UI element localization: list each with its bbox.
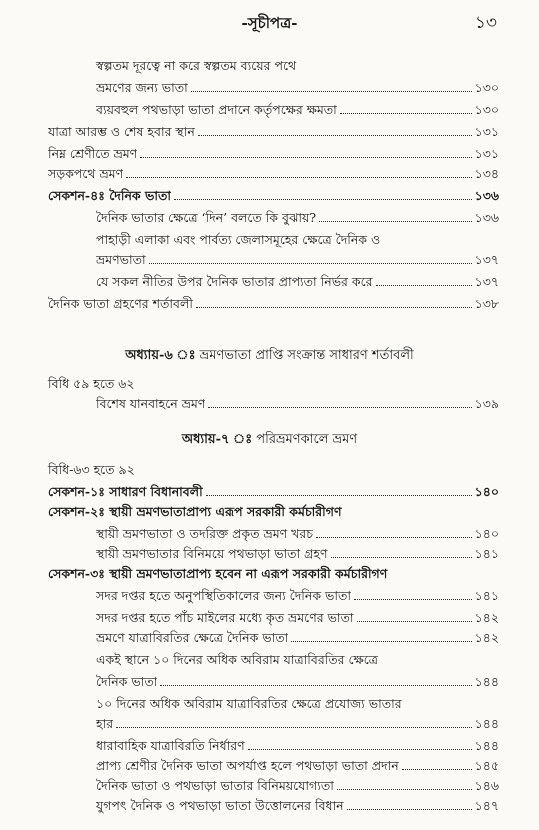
toc-entry[interactable]: দৈনিক ভাতার ক্ষেত্রে ‘দিন’ বলতে কি বুঝায়? ১৩৬ [96, 210, 499, 225]
rule-range: বিধি ৫৯ হতে ৬২ [48, 376, 135, 391]
entry-page-number: ১৪৪ [474, 716, 499, 731]
toc-entry[interactable]: প্রাপ্য শ্রেণীর দৈনিক ভাতা অপর্যাপ্ত হলে পথভাড়া ভাতা প্রদান ১৪৫ [96, 758, 499, 773]
page-title: -সূচীপত্র- [241, 14, 298, 32]
toc-entry[interactable]: সদর দপ্তর হতে অনুপস্থিতিকালের জন্য দৈনিক ভাতা ১৪১ [96, 588, 499, 603]
entry-page-number: ১৩৭ [474, 274, 499, 289]
leader-dots [319, 221, 472, 222]
entry-page-number: ১৩০ [474, 102, 499, 117]
entry-page-number: ১৩১ [474, 124, 499, 139]
entry-page-number: ১৪০ [474, 484, 499, 499]
leader-dots [357, 621, 472, 622]
leader-dots [291, 641, 471, 642]
toc-entry[interactable]: ভ্রমণের জন্য ভাতা ১৩০ [96, 80, 499, 95]
toc-section-heading[interactable]: সেকশন-৪ঃ দৈনিক ভাতা ১৩৬ [48, 188, 499, 203]
entry-page-number: ১৪৪ [474, 674, 499, 689]
toc-entry-continued: পাহাড়ী এলাকা এবং পার্বত্য জেলাসমূহের ক্ষেত্রে দৈনিক ও [96, 232, 381, 247]
toc-entry[interactable]: দৈনিক ভাতা ১৪৪ [96, 674, 499, 689]
toc-entry[interactable]: দৈনিক ভাতা ও পথভাড়া ভাতার বিনিময়যোগ্যতা ১৪৬ [96, 778, 499, 793]
page-number: ১৩ [474, 13, 497, 33]
toc-entry[interactable]: নিম্ন শ্রেণীতে ভ্রমণ ১৩১ [48, 146, 499, 161]
entry-page-number: ১৪০ [474, 526, 499, 541]
leader-dots [140, 157, 471, 158]
leader-dots [331, 557, 472, 558]
entry-page-number: ১৪১ [474, 546, 499, 561]
entry-page-number: ১৩৮ [474, 296, 499, 311]
entry-page-number: ১৩৬ [474, 188, 499, 203]
entry-page-number: ১৪৬ [474, 778, 499, 793]
leader-dots [198, 135, 472, 136]
entry-page-number: ১৪৫ [474, 758, 499, 773]
entry-page-number: ১৩৪ [474, 166, 499, 181]
toc-entry[interactable]: ব্যয়বহুল পথভাড়া ভাতা প্রদানে কর্তৃপক্ষের ক্ষমতা ১৩০ [96, 102, 499, 117]
leader-dots [196, 307, 472, 308]
leader-dots [160, 685, 471, 686]
chapter-heading-6[interactable]: অধ্যায়-৬ ঃ ভ্রমণভাতা প্রাপ্তি সংক্রান্ত সাধারণ শর্তাবলী [125, 348, 414, 363]
toc-entry[interactable]: সদর দপ্তর হতে পাঁচ মাইলের মধ্যে কৃত ভ্রমণের ভাতা ১৪২ [96, 610, 499, 625]
leader-dots [208, 407, 471, 408]
leader-dots [248, 749, 472, 750]
leader-dots [376, 285, 472, 286]
toc-entry[interactable]: যুগপৎ দৈনিক ও পথভাড়া ভাতা উত্তোলনের বিধান ১৪৭ [96, 798, 499, 813]
entry-page-number: ১৩৬ [474, 210, 499, 225]
toc-section-heading[interactable]: সেকশন-১ঃ সাধারণ বিধানাবলী ১৪০ [48, 484, 499, 499]
entry-page-number: ১৩৭ [474, 252, 499, 267]
leader-dots [206, 495, 472, 496]
toc-entry[interactable]: ভ্রমণে যাত্রাবিরতির ক্ষেত্রে দৈনিক ভাতা ১৪২ [96, 630, 499, 645]
entry-page-number: ১৪২ [474, 630, 499, 645]
toc-entry[interactable]: ভ্রমণভাতা ১৩৭ [96, 252, 499, 267]
leader-dots [402, 769, 472, 770]
leader-dots [126, 177, 471, 178]
leader-dots [174, 199, 472, 200]
leader-dots [191, 91, 472, 92]
toc-entry[interactable]: যাত্রা আরম্ভ ও শেষ হবার স্থান ১৩১ [48, 124, 499, 139]
toc-entry[interactable]: হার ১৪৪ [96, 716, 499, 731]
toc-entry[interactable]: সড়কপথে ভ্রমণ ১৩৪ [48, 166, 499, 181]
rule-range: বিধি-৬৩ হতে ৯২ [48, 462, 135, 477]
toc-entry-continued: একই স্থানে ১০ দিনের অধিক অবিরাম যাত্রাবিরতির ক্ষেত্রে [96, 652, 378, 667]
toc-entry-continued: স্বল্পতম দূরত্বে না করে স্বল্পতম ব্যয়ের পথে [96, 58, 297, 73]
leader-dots [149, 263, 472, 264]
toc-entry[interactable]: যে সকল নীতির উপর দৈনিক ভাতার প্রাপ্যতা নির্ভর করে ১৩৭ [96, 274, 499, 289]
leader-dots [116, 727, 472, 728]
toc-entry[interactable]: বিশেষ যানবাহনে ভ্রমণ ১৩৯ [96, 396, 499, 411]
toc-entry[interactable]: স্থায়ী ভ্রমণভাতার বিনিময়ে পথভাড়া ভাতা গ্রহণ ১৪১ [96, 546, 499, 561]
leader-dots [340, 113, 472, 114]
leader-dots [316, 537, 472, 538]
leader-dots [347, 809, 472, 810]
page-header [0, 8, 539, 36]
toc-section-heading[interactable]: সেকশন-৩ঃ স্থায়ী ভ্রমণভাতাপ্রাপ্য হবেন না এরূপ সরকারী কর্মচারীগণ [48, 566, 388, 581]
leader-dots [354, 599, 472, 600]
entry-page-number: ১৩১ [474, 146, 499, 161]
entry-page-number: ১৩৯ [474, 396, 499, 411]
entry-page-number: ১৪৪ [474, 738, 499, 753]
toc-entry[interactable]: দৈনিক ভাতা গ্রহণের শর্তাবলী ১৩৮ [48, 296, 499, 311]
toc-entry-continued: ১০ দিনের অধিক অবিরাম যাত্রাবিরতির ক্ষেত্রে প্রযোজ্য ভাতার [96, 696, 402, 711]
toc-section-heading[interactable]: সেকশন-২ঃ স্থায়ী ভ্রমণভাতাপ্রাপ্য এরূপ সরকারী কর্মচারীগণ [48, 504, 342, 519]
entry-page-number: ১৪৭ [474, 798, 499, 813]
entry-page-number: ১৪১ [474, 588, 499, 603]
leader-dots [337, 789, 472, 790]
entry-page-number: ১৩০ [474, 80, 499, 95]
entry-page-number: ১৪২ [474, 610, 499, 625]
toc-entry[interactable]: ধারাবাহিক যাত্রাবিরতি নির্ধারণ ১৪৪ [96, 738, 499, 753]
toc-entry[interactable]: স্থায়ী ভ্রমণভাতা ও তদরিক্ত প্রকৃত ভ্রমণ খরচ ১৪০ [96, 526, 499, 541]
chapter-heading-7[interactable]: অধ্যায়-৭ ঃ পরিভ্রমণকালে ভ্রমণ [181, 432, 358, 447]
